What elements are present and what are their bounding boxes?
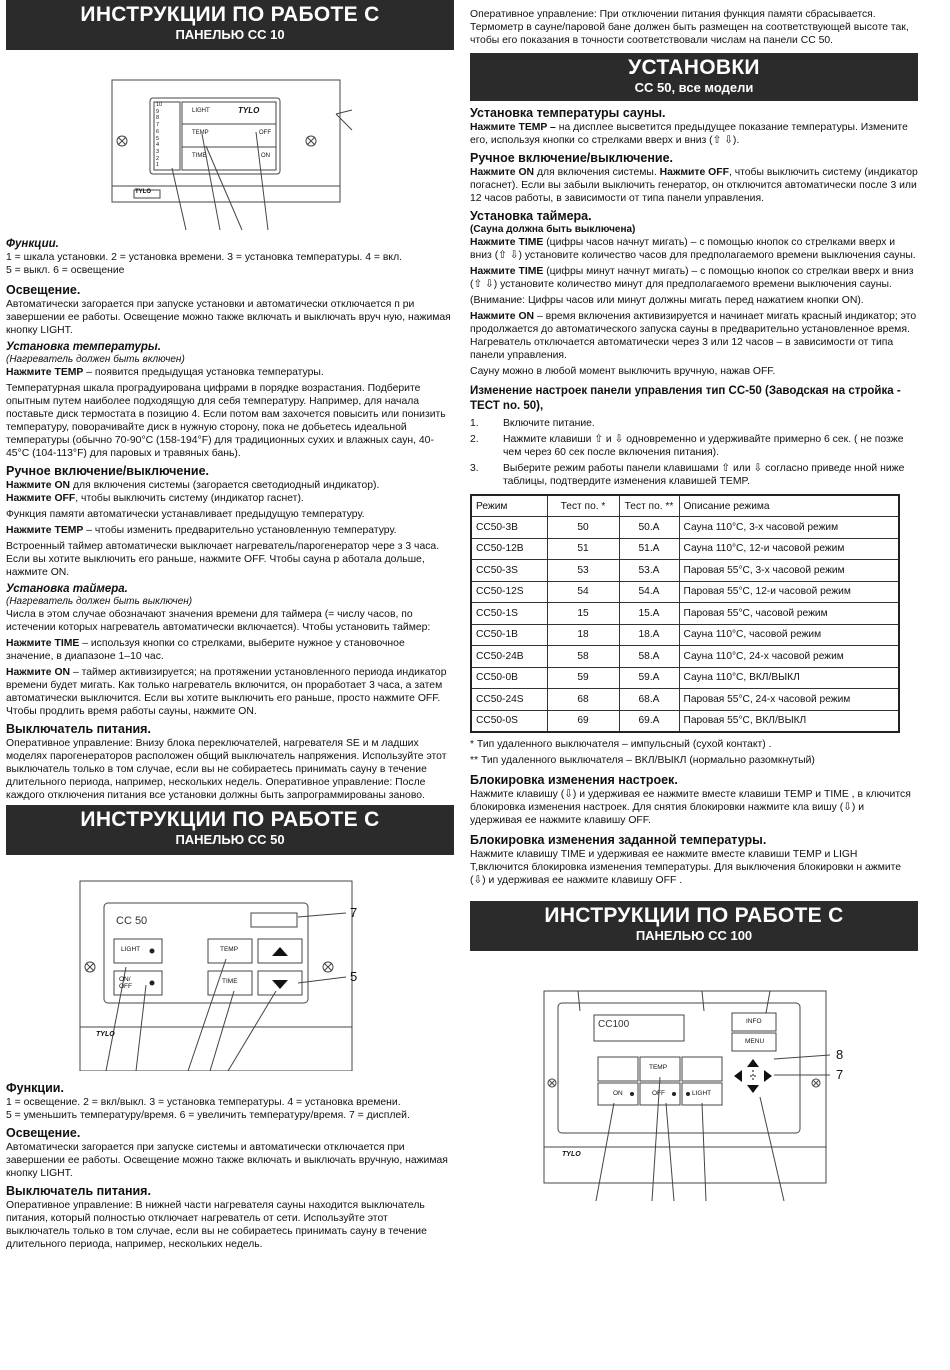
table-cell: Сауна 110°C, часовой режим <box>679 624 899 646</box>
modes-table <box>470 494 900 733</box>
cc10-manual-p2: Нажмите OFF, чтобы выключить систему (индикатор гаснет). <box>6 493 304 504</box>
cc10-light-label: LIGHT <box>192 108 210 114</box>
table-row <box>471 581 899 603</box>
cc50-callout-7: 7 <box>350 905 358 920</box>
cc50-callout-5: 5 <box>350 969 358 984</box>
table-cell: 53 <box>547 560 619 582</box>
table-cell: 18.A <box>619 624 679 646</box>
cc100-banner-title: ИНСТРУКЦИИ ПО РАБОТЕ С <box>544 903 844 927</box>
settings-temp-text: Нажмите TEMP – на дисплее высветится предыдущее показание температуры. Измените его, используя кнопки со стрелками вверх и вниз (⇧ ⇩). <box>470 122 908 146</box>
cc100-info-button: INFO <box>746 1017 762 1025</box>
settings-timer-subtitle: (Сауна должна быть выключена) <box>470 224 636 235</box>
cc50-time-button: TIME <box>222 978 238 985</box>
cc50-temp-button: TEMP <box>220 946 239 953</box>
cc50-functions-text-1: 1 = освещение. 2 = вкл/выкл. 3 = установка температуры. 4 = установка времени. <box>6 1097 401 1108</box>
step-item: 3. Выберите режим работы панели клавишами ⇧ или ⇩ согласно приведе нной ниже таблицы, подтвердите изменения клавишей TEMP. <box>470 463 905 487</box>
table-cell: CC50-24S <box>471 689 547 711</box>
cc50-light-title: Освещение. <box>6 1126 81 1140</box>
table-row <box>471 624 899 646</box>
cc50-footer-logo: TYLO <box>96 1031 115 1038</box>
table-row <box>471 538 899 560</box>
table-cell: 58.A <box>619 646 679 668</box>
table-cell: CC50-3B <box>471 517 547 539</box>
cc100-panel-drawing <box>470 951 918 1201</box>
footnote-1: * Тип удаленного выключателя – импульсный (сухой контакт) . <box>470 738 772 750</box>
cc10-on-label: ON <box>261 153 270 159</box>
cc10-temp-subtitle: (Нагреватель должен быть включен) <box>6 354 185 365</box>
table-cell: Паровая 55°C, 24-х часовой режим <box>679 689 899 711</box>
settings-manual-text: Нажмите ON для включения системы. Нажмите OFF, чтобы выключить систему (индикатор погаснет). Если вы забыли выключить генератор, он отключится автоматически после 3 или 12 часов работы, в зависимости от типа панели управления. <box>470 167 918 204</box>
table-cell: 50.A <box>619 517 679 539</box>
settings-manual-title: Ручное включение/выключение. <box>470 151 674 165</box>
modes-table-body <box>471 517 899 732</box>
settings-timer-note: (Внимание: Цифры часов или минут должны мигать перед нажатием кнопки ON). <box>470 295 864 306</box>
cc100-banner-subtitle: ПАНЕЛЬЮ CC 100 <box>635 927 753 943</box>
table-row <box>471 689 899 711</box>
table-cell: CC50-1B <box>471 624 547 646</box>
cc50-panel-label: CC 50 <box>116 915 148 927</box>
settings-banner-subtitle: CC 50, все модели <box>634 80 754 95</box>
table-cell: 50 <box>547 517 619 539</box>
cc10-functions-text-2: 5 = выкл. 6 = освещение <box>6 265 125 276</box>
cc10-timer-p2: Нажмите TIME – используя кнопки со стрелками, выберите нужное у становочное значение, в диапазоне 1–10 час. <box>6 638 405 662</box>
table-cell: CC50-12S <box>471 581 547 603</box>
table-header-row <box>471 495 899 517</box>
lock-title: Блокировка изменения настроек. <box>470 772 678 787</box>
table-cell: Паровая 55°C, 12-и часовой режим <box>679 581 899 603</box>
cc10-banner-subtitle: ПАНЕЛЬЮ CC 10 <box>175 27 285 42</box>
cc10-timer-subtitle: (Нагреватель должен быть выключен) <box>6 596 193 607</box>
cc10-manual-p5: Встроенный таймер автоматически выключает нагреватель/парогенератор чере з 3 часа. Если вы хотите выключить его раньше, нажмите OFF. Чтобы сауна р аботала дольше, нажмите ON. <box>6 541 440 578</box>
cc100-callout-7: 7 <box>836 1066 844 1082</box>
settings-change-title: Изменение настроек панели управления тип CC-50 (Заводская на стройка - ТЕСТ no. 50), <box>470 385 901 412</box>
cc10-banner <box>6 0 454 50</box>
table-cell: 69 <box>547 710 619 732</box>
col-header-desc: Описание режима <box>679 495 899 517</box>
cc10-manual-p3: Функция памяти автоматически устанавливает предыдущую температуру. <box>6 509 365 520</box>
table-cell: Сауна 110°C, 3-х часовой режим <box>679 517 899 539</box>
table-cell: CC50-0B <box>471 667 547 689</box>
cc10-power-title: Выключатель питания. <box>6 722 151 736</box>
settings-banner-title: УСТАНОВКИ <box>628 56 760 79</box>
cc10-functions-text-1: 1 = шкала установки. 2 = установка времени. 3 = установка температуры. 4 = вкл. <box>6 252 403 263</box>
table-cell: 58 <box>547 646 619 668</box>
table-cell: 69.A <box>619 710 679 732</box>
cc100-panel-label: CC100 <box>598 1018 630 1030</box>
memory-note: Оперативное управление: При отключении питания функция памяти сбрасывается. Термометр в сауне/паровой бане должен быть размещен на соответствующей высоте так, чтобы его показания в точности соответствовали числам на панели CC 50. <box>470 9 909 46</box>
table-cell: 68 <box>547 689 619 711</box>
cc100-on-button: ON <box>613 1089 623 1097</box>
table-row <box>471 560 899 582</box>
col-header-test2: Тест по. ** <box>619 495 679 517</box>
settings-timer-p2: Нажмите TIME (цифры минут начнут мигать) – с помощью кнопок со стрелкаи вверх и вниз (⇧ ⇩) установите количество минут для предполагаемого времени выключения сауны. <box>470 266 914 290</box>
table-cell: 18 <box>547 624 619 646</box>
cc100-light-button: LIGHT <box>692 1089 712 1097</box>
cc50-banner-title: ИНСТРУКЦИИ ПО РАБОТЕ С <box>80 808 380 831</box>
table-row <box>471 667 899 689</box>
settings-steps <box>470 417 918 488</box>
settings-timer-p1: Нажмите TIME (цифры часов начнут мигать) – с помощью кнопок со стрелками вверх и вниз (⇧ ⇩) установите количество часов для предполагаемого времени выключения сауны. <box>470 237 916 261</box>
left-column <box>6 0 454 1251</box>
cc100-footer-logo: TYLO <box>562 1150 581 1158</box>
cc10-temp-p1: Нажмите TEMP – появится предыдущая установка температуры. <box>6 367 324 378</box>
col-header-test1: Тест по. * <box>547 495 619 517</box>
settings-timer-p3: Нажмите ON – время включения активизируется и начинает мигать красный индикатор; это продолжается до автоматического запуска сауны в предварительно установленное время. Нагреватель отключается автоматически через 3 или 12 часов – в зависимости от типа панели управления. <box>470 311 917 361</box>
cc100-menu-button: MENU <box>745 1037 765 1045</box>
table-cell: Сауна 110°C, ВКЛ/ВЫКЛ <box>679 667 899 689</box>
cc50-light-text: Автоматически загорается при запуске системы и автоматически отключается при завершении ее работы. Освещение можно также включать и выключать вручную, нажимая кнопку LIGHT. <box>6 1142 448 1179</box>
step-item: 1. Включите питание. <box>470 418 595 429</box>
cc10-temp-label: TEMP <box>192 130 209 136</box>
cc10-temp-title: Установка температуры. <box>6 341 161 353</box>
cc10-banner-title: ИНСТРУКЦИИ ПО РАБОТЕ С <box>80 3 380 26</box>
settings-timer-off: Сауну можно в любой момент выключить вручную, нажав OFF. <box>470 366 776 377</box>
locktemp-title: Блокировка изменения заданной температуры. <box>470 832 767 847</box>
cc10-temp-p2: Температурная шкала проградуирована цифрами в порядке возрастания. Подберите опытным путем наиболее подходящую для себя температуру. Например, для начала поставьте диск термостата в позицию 4. Если потом вам захочется повысить или понизить температуру, поворачивайте диск в нужную сторону, пока не добьетесь идеальной температуры (обычно 70-90°C (158-194°F) для традиционных сухих и влажных саун, 40-45°C (104-113°F) для паровых и травяных бань). <box>6 383 446 459</box>
cc10-off-label: OFF <box>259 130 271 136</box>
cc50-power-text: Оперативное управление: В нижней части нагревателя сауны находится выключатель питания, который полностью отключает нагреватель от сети. Используйте этот выключатель только в том случае, если вы не собираетесь принимать сауну в течение длительного периода, например, нескольких недель. <box>6 1200 427 1250</box>
table-cell: Паровая 55°C, 3-х часовой режим <box>679 560 899 582</box>
table-cell: 15.A <box>619 603 679 625</box>
table-cell: 54 <box>547 581 619 603</box>
settings-banner <box>470 53 918 101</box>
cc50-functions-title: Функции. <box>6 1081 64 1095</box>
table-cell: 59.A <box>619 667 679 689</box>
cc10-manual-p4: Нажмите TEMP – чтобы изменить предварительно установленную температуру. <box>6 525 397 536</box>
cc100-banner <box>470 901 918 951</box>
table-row <box>471 603 899 625</box>
table-cell: 59 <box>547 667 619 689</box>
table-cell: Паровая 55°C, часовой режим <box>679 603 899 625</box>
table-cell: Сауна 110°C, 24-х часовой режим <box>679 646 899 668</box>
settings-timer-title: Установка таймера. <box>470 209 592 223</box>
table-cell: CC50-12B <box>471 538 547 560</box>
table-cell: 68.A <box>619 689 679 711</box>
cc100-callout-8: 8 <box>836 1046 844 1062</box>
cc100-diagram <box>470 951 918 1201</box>
cc10-diagram <box>6 50 454 230</box>
step-item: 2. Нажмите клавиши ⇧ и ⇩ одновременно и удерживайте примерно 6 сек. ( не позже чем через 60 сек после включения питания). <box>470 434 904 458</box>
cc50-diagram <box>6 855 454 1071</box>
table-cell: CC50-24B <box>471 646 547 668</box>
locktemp-text: Нажмите клавишу TIME и удерживая ее нажмите вместе клавиши TEMP и LIGH T,включится блокировка изменения температуры. Для выключения блокировки н ажмите (⇩) и удерживая ее нажмите клавишу OFF . <box>470 848 902 886</box>
table-row <box>471 646 899 668</box>
table-row <box>471 710 899 732</box>
cc10-manual-p1: Нажмите ON для включения системы (загорается светодиодный индикатор). <box>6 480 380 491</box>
table-cell: CC50-0S <box>471 710 547 732</box>
table-cell: CC50-3S <box>471 560 547 582</box>
table-cell: 53.A <box>619 560 679 582</box>
cc10-timer-p1: Числа в этом случае обозначают значения времени для таймера (= числу часов, по истечении которых нагреватель автоматически включается). Чтобы установить таймер: <box>6 609 431 633</box>
col-header-mode: Режим <box>471 495 547 517</box>
settings-temp-title: Установка температуры сауны. <box>470 106 666 120</box>
cc100-off-button: OFF <box>652 1089 665 1097</box>
cc10-time-label: TIME <box>192 153 207 159</box>
cc50-banner-subtitle: ПАНЕЛЬЮ CC 50 <box>175 832 285 847</box>
cc50-panel-drawing <box>6 855 454 1071</box>
cc10-manual-title: Ручное включение/выключение. <box>6 464 210 478</box>
table-cell: Сауна 110°C, 12-и часовой режим <box>679 538 899 560</box>
lock-text: Нажмите клавишу (⇩) и удерживая ее нажмите вместе клавиши TEMP и TIME , в ключится блокировка изменения настроек. Для снятия блокировки нажмите кла вишу (⇩) и удерживая ее нажмите клавишу OFF. <box>470 788 911 826</box>
cc100-temp-button: TEMP <box>649 1063 668 1071</box>
cc10-brand-logo: TYLO <box>238 106 260 115</box>
table-cell: 51.A <box>619 538 679 560</box>
cc50-light-button: LIGHT <box>121 946 141 953</box>
right-column <box>470 0 918 1201</box>
cc10-timer-p3: Нажмите ON – таймер активизируется; на протяжении установленного периода индикатор времени будет мигать. Как только нагреватель включится, он проработает 3 часа, а затем автоматически выключится. Если вы хотите выключить его раньше, просто нажмите OFF. Чтобы продлить время работы сауны, нажмите ON. <box>6 667 447 717</box>
cc50-functions-text-2: 5 = уменьшить температуру/время. 6 = увеличить температуру/время. 7 = дисплей. <box>6 1110 410 1121</box>
cc10-functions-title: Функции. <box>6 238 59 250</box>
cc50-banner <box>6 805 454 855</box>
cc10-power-text: Оперативное управление: Внизу блока переключателей, нагревателя SE и м ладших моделях парогенераторов расположен общий выключатель напряжения. Используйте этот выключатель только в том случае, если вы не собираетесь принимать сауну в течение длительного периода, например, нескольких недель. Оперативное управление: После каждого отключения питания все установки должны быть запрограммированы заново. <box>6 738 447 801</box>
table-cell: 54.A <box>619 581 679 603</box>
footnote-2: ** Тип удаленного выключателя – ВКЛ/ВЫКЛ (нормально разомкнутый) <box>470 754 815 766</box>
cc10-light-title: Освещение. <box>6 283 81 297</box>
table-cell: Паровая 55°C, ВКЛ/ВЫКЛ <box>679 710 899 732</box>
cc50-power-title: Выключатель питания. <box>6 1184 151 1198</box>
cc10-light-text: Автоматически загорается при запуске установки и автоматически отключается п ри завершении ее работы. Освещение можно также включать и выключать вруч ную, нажимая кнопку LIGHT. <box>6 299 451 336</box>
cc50-onoff-button: ON/ OFF <box>119 976 132 990</box>
table-row <box>471 517 899 539</box>
table-cell: 15 <box>547 603 619 625</box>
cc10-panel-drawing <box>6 50 454 230</box>
cc10-scale: 10 9 8 7 6 5 4 3 2 1 <box>156 102 163 169</box>
cc10-footer-logo: TYLO <box>135 189 151 195</box>
table-cell: CC50-1S <box>471 603 547 625</box>
table-cell: 51 <box>547 538 619 560</box>
cc10-timer-title: Установка таймера. <box>6 583 128 595</box>
